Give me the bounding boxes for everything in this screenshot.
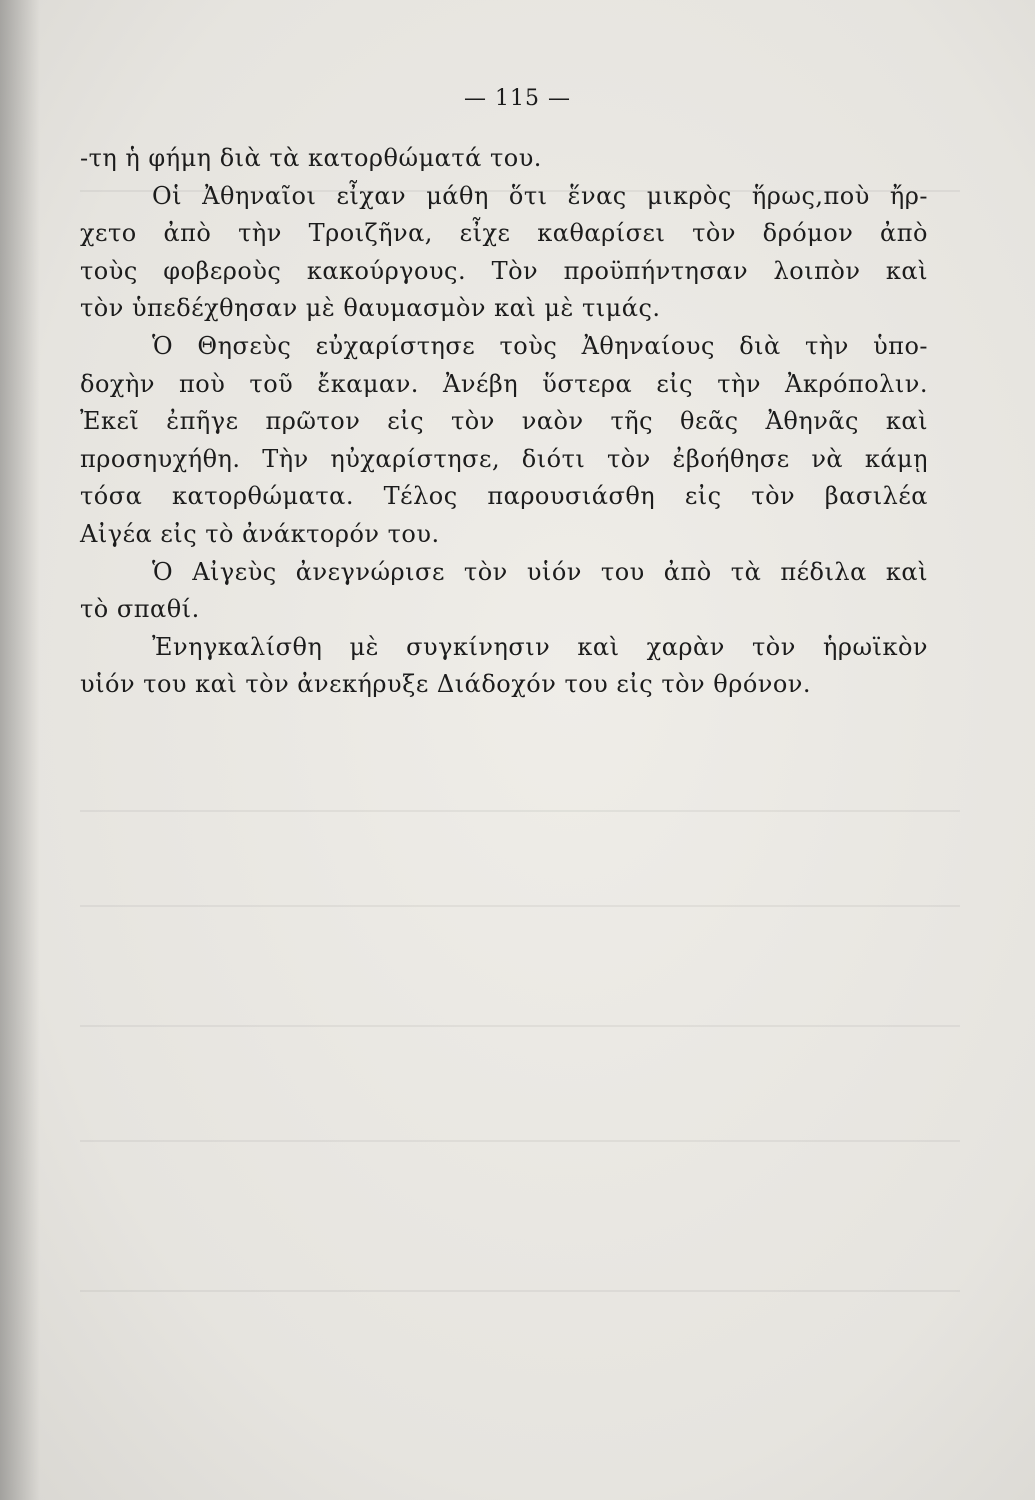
text-line: Ὁ Θησεὺς εὐχαρίστησε τοὺς Ἀθηναίους διὰ τὴν ὑπο- xyxy=(152,331,928,360)
text-line: υἱόν του καὶ τὸν ἀνεκήρυξε Διάδοχόν του εἰς τὸν θρόνον. xyxy=(80,670,812,699)
text-line: χετο ἀπὸ τὴν Τροιζῆνα, εἶχε καθαρίσει τὸν δρόμον ἀπὸ xyxy=(80,219,928,248)
text-line: Ὁ Αἰγεὺς ἀνεγνώρισε τὸν υἱόν του ἀπὸ τὰ πέδιλα καὶ xyxy=(152,557,928,586)
page-number: — 115 — xyxy=(464,86,571,111)
text-line: προσηυχήθη. Τὴν ηὐχαρίστησε, διότι τὸν ἐβοήθησε νὰ κάμῃ xyxy=(80,444,928,473)
text-line: δοχὴν ποὺ τοῦ ἔκαμαν. Ἀνέβη ὕστερα εἰς τὴν Ἀκρόπολιν. xyxy=(80,369,928,398)
bleed-through-line xyxy=(80,810,960,812)
text-line: τὸ σπαθί. xyxy=(80,595,200,624)
bleed-through-line xyxy=(80,1025,960,1027)
text-line: Ἐκεῖ ἐπῆγε πρῶτον εἰς τὸν ναὸν τῆς θεᾶς Ἀθηνᾶς καὶ xyxy=(80,407,928,436)
bleed-through-line xyxy=(80,1140,960,1142)
text-line: τοὺς φοβεροὺς κακούργους. Τὸν προϋπήντησαν λοιπὸν καὶ xyxy=(80,256,928,285)
text-line: τὸν ὑπεδέχθησαν μὲ θαυμασμὸν καὶ μὲ τιμάς. xyxy=(80,294,661,323)
text-line: τόσα κατορθώματα. Τέλος παρουσιάσθη εἰς τὸν βασιλέα xyxy=(80,482,928,511)
text-line: Ἐνηγκαλίσθη μὲ συγκίνησιν καὶ χαρὰν τὸν ἡρωϊκὸν xyxy=(152,632,928,661)
bleed-through-line xyxy=(80,1290,960,1292)
bleed-through-line xyxy=(80,905,960,907)
body-text xyxy=(80,140,928,704)
spine-shadow xyxy=(0,0,40,1500)
text-line: -τη ἡ φήμη διὰ τὰ κατορθώματά του. xyxy=(80,144,542,172)
text-line: Αἰγέα εἰς τὸ ἀνάκτορόν του. xyxy=(80,519,440,548)
text-line: Οἱ Ἀθηναῖοι εἶχαν μάθη ὅτι ἕνας μικρὸς ἥρως,ποὺ ἤρ- xyxy=(152,181,928,210)
